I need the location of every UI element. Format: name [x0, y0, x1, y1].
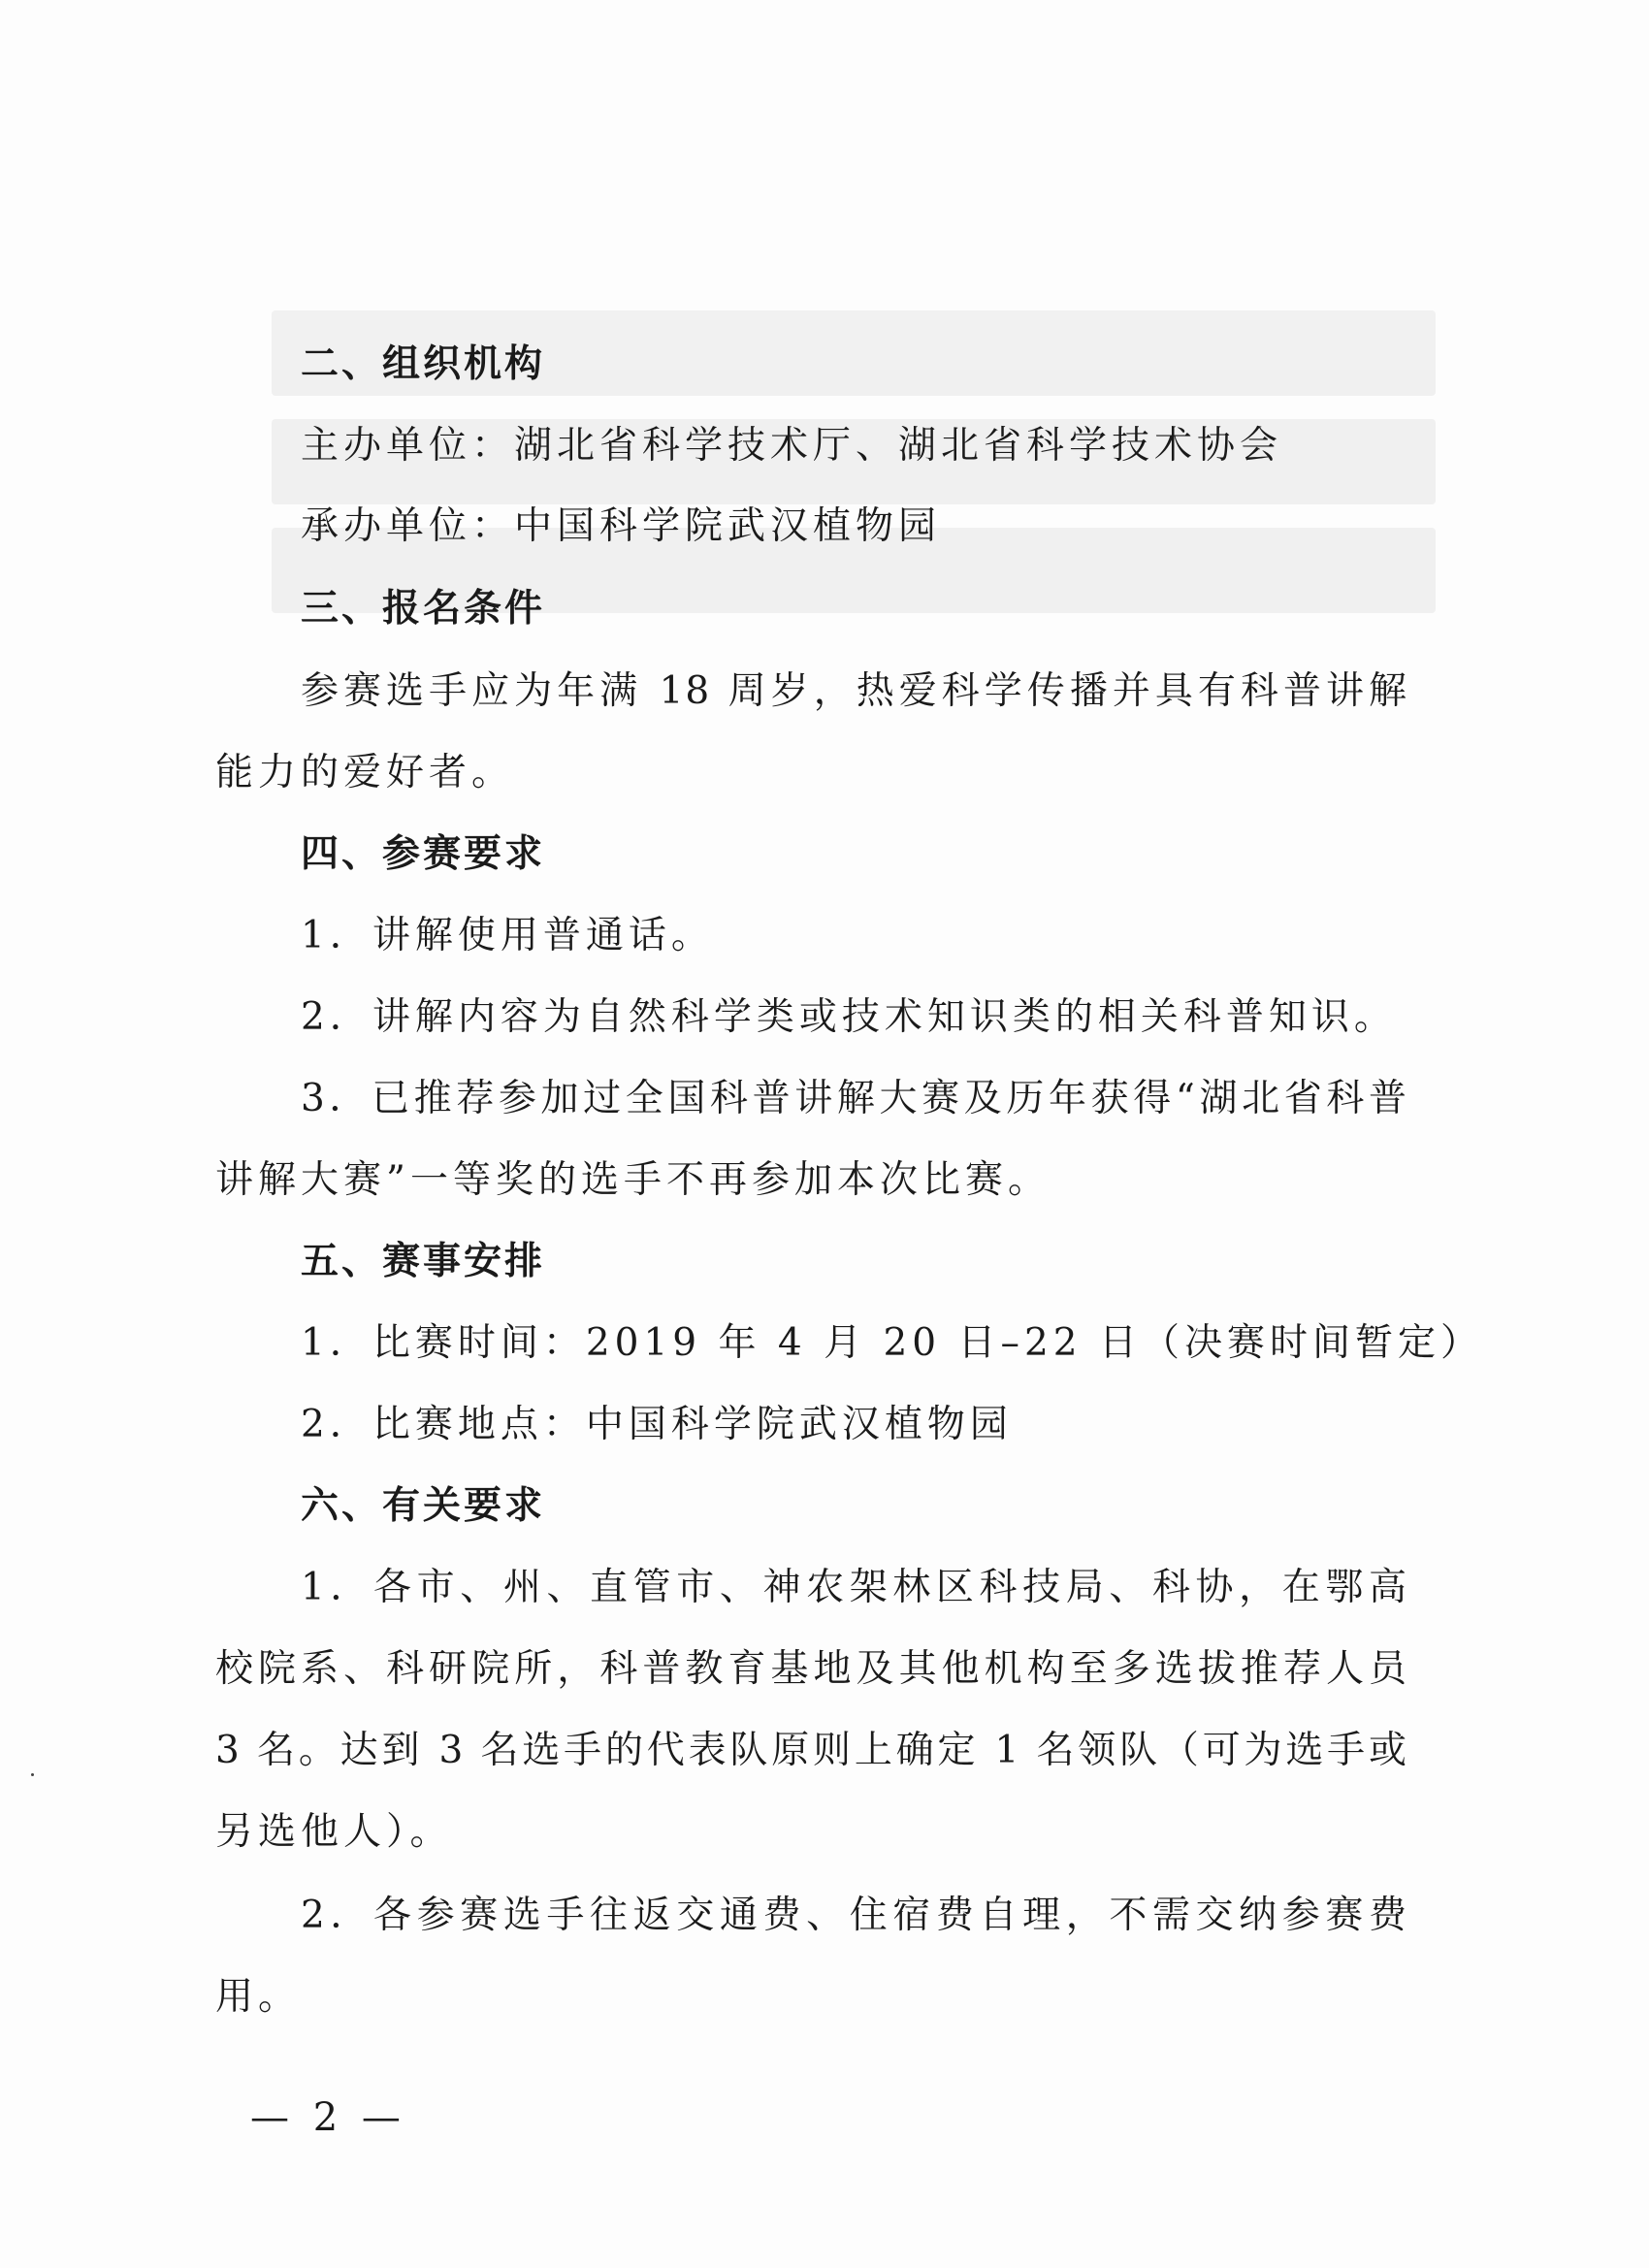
eligibility-paragraph-line-1: 参赛选手应为年满 18 周岁，热爱科学传播并具有科普讲解 — [301, 669, 1408, 713]
scan-speck — [31, 1773, 34, 1776]
requirement-item-2: 2．讲解内容为自然科学类或技术知识类的相关科普知识。 — [301, 995, 1397, 1039]
section-heading-eligibility: 三、报名条件 — [301, 587, 546, 631]
page-number: — 2 — — [250, 2095, 406, 2140]
related-item-2-line-2: 用。 — [215, 1975, 302, 2019]
section-heading-schedule: 五、赛事安排 — [301, 1240, 546, 1283]
related-item-1-line-2: 校院系、科研院所，科普教育基地及其他机构至多选拔推荐人员 — [215, 1647, 1408, 1691]
co-organizer-line: 承办单位：中国科学院武汉植物园 — [301, 504, 942, 548]
requirement-item-3-line-1: 3．已推荐参加过全国科普讲解大赛及历年获得“湖北省科普 — [301, 1077, 1408, 1120]
eligibility-paragraph-line-2: 能力的爱好者。 — [215, 751, 515, 794]
requirement-item-3-line-2: 讲解大赛”一等奖的选手不再参加本次比赛。 — [215, 1158, 1051, 1202]
requirement-item-1: 1．讲解使用普通话。 — [301, 914, 714, 957]
schedule-item-time: 1．比赛时间：2019 年 4 月 20 日–22 日（决赛时间暂定） — [301, 1321, 1484, 1365]
related-item-1-line-4: 另选他人）。 — [215, 1810, 453, 1854]
related-item-1-line-1: 1．各市、州、直管市、神农架林区科技局、科协，在鄂高 — [301, 1566, 1408, 1609]
schedule-item-location: 2．比赛地点：中国科学院武汉植物园 — [301, 1403, 1013, 1446]
section-heading-related-requirements: 六、有关要求 — [301, 1484, 546, 1528]
section-heading-organization: 二、组织机构 — [301, 342, 546, 386]
section-heading-requirements: 四、参赛要求 — [301, 832, 546, 876]
related-item-2-line-1: 2．各参赛选手往返交通费、住宿费自理，不需交纳参赛费 — [301, 1894, 1408, 1937]
organizer-line: 主办单位：湖北省科学技术厅、湖北省科学技术协会 — [301, 424, 1283, 468]
related-item-1-line-3: 3 名。达到 3 名选手的代表队原则上确定 1 名领队（可为选手或 — [215, 1729, 1408, 1772]
